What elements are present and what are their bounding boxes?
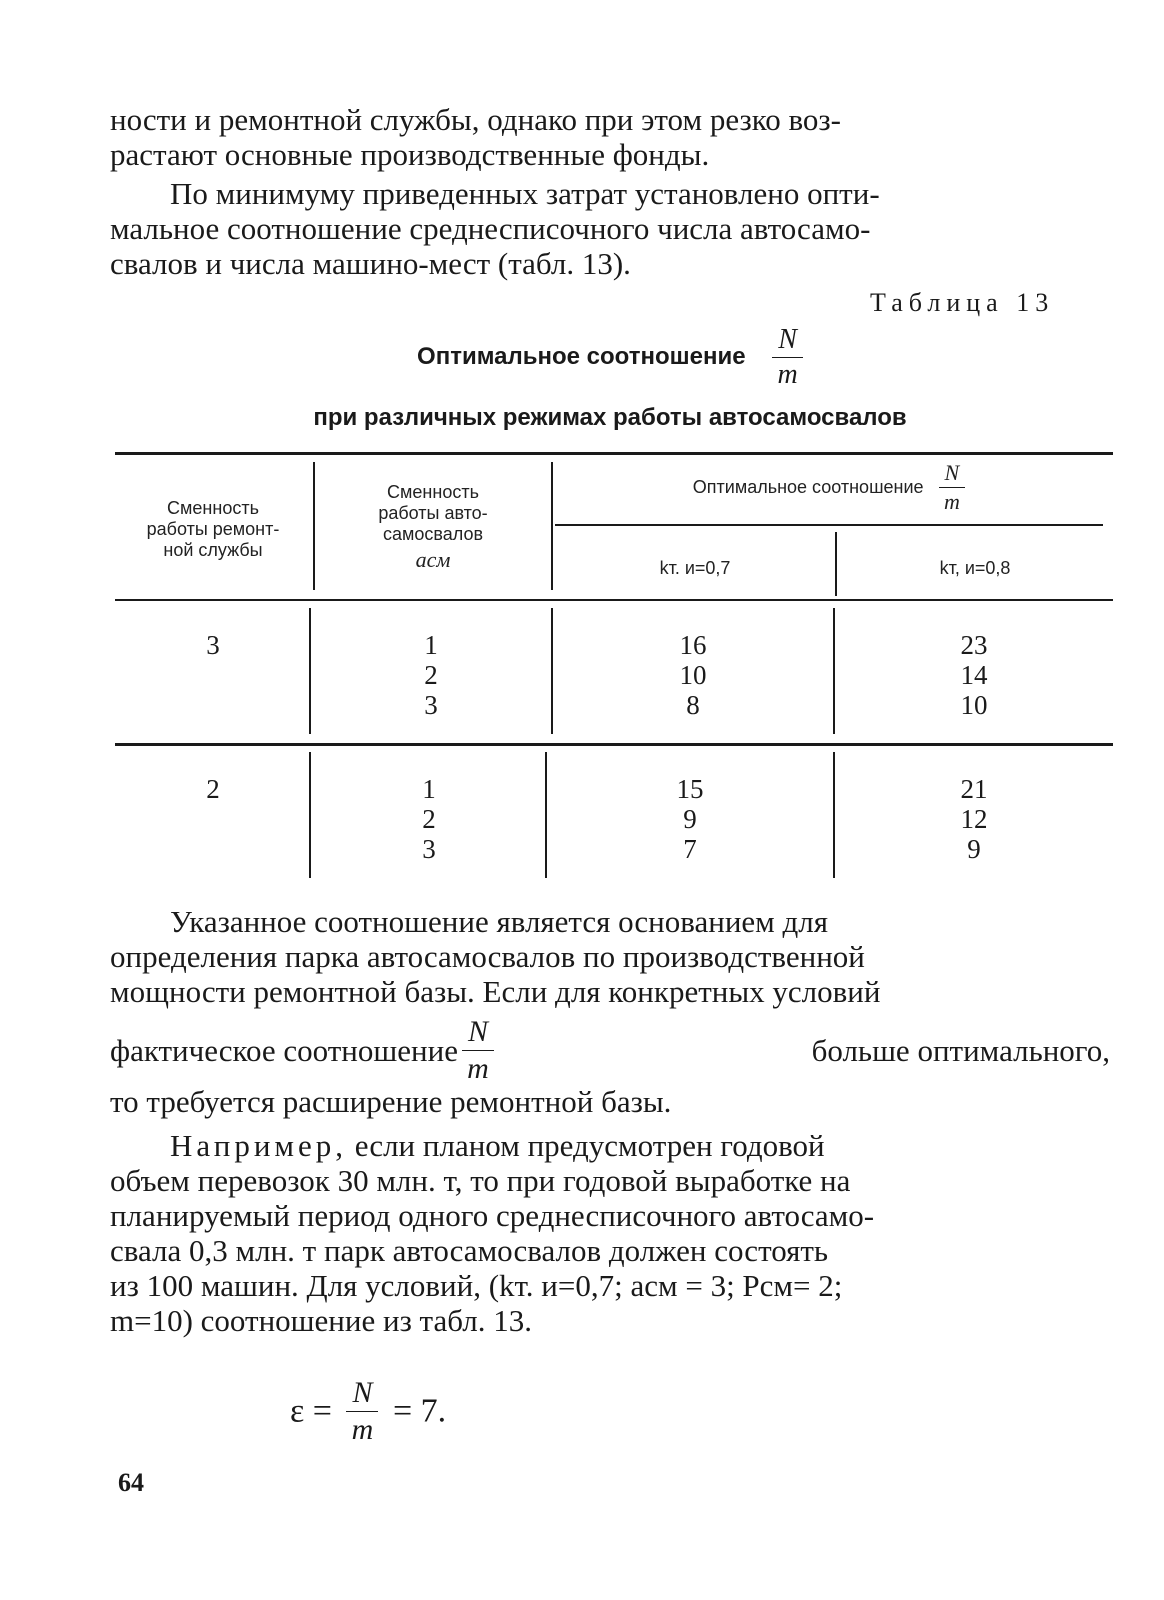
header-col1-line-3: ной службы: [163, 540, 263, 560]
ratio-table: [115, 452, 1113, 880]
inline-fraction-numerator: N: [462, 1017, 494, 1051]
table-cell: 12: [960, 804, 988, 834]
header-col2-symbol: aсм: [415, 547, 451, 572]
table-cell: 14: [960, 660, 988, 690]
formula-lhs: ε =: [290, 1392, 332, 1430]
header-col2-line-3: самосвалов: [382, 524, 484, 544]
repair-shifts-value-2: 2: [206, 774, 220, 804]
header-optimal-ratio: [555, 462, 1103, 513]
paragraph-4-line-5: из 100 машин. Для условий, (kт. и=0,7; aсм = 3; Pсм= 2;: [110, 1268, 843, 1303]
formula-fraction: [346, 1378, 378, 1445]
paragraph-3-line-2: определения парка автосамосвалов по производственной: [110, 939, 865, 974]
group-separator-rule: [115, 743, 1113, 746]
paragraph-2-line-1: По минимуму приведенных затрат установлено опти-: [170, 176, 880, 211]
table-number: Таблица 13: [870, 288, 1055, 317]
paragraph-3-line-1: Указанное соотношение является основанием для: [170, 904, 829, 939]
k07-group-2: [547, 774, 833, 864]
paragraph-4-line-4: свала 0,3 млн. т парк автосамосвалов должен состоять: [110, 1233, 829, 1268]
header-col1-line-2: работы ремонт-: [146, 519, 280, 539]
header-k-07: kт. и=0,7: [659, 558, 731, 578]
paragraph-1-line-1: ности и ремонтной службы, однако при этом резко воз-: [110, 102, 841, 137]
table-title-line-2: при различных режимах работы автосамосвалов: [313, 404, 907, 431]
paragraph-3-line-4-start: фактическое соотношение: [110, 1033, 458, 1068]
header-vrule-2: [551, 462, 553, 590]
paragraph-4-line-2: объем перевозок 30 млн. т, то при годовой выработке на: [110, 1163, 851, 1198]
repair-shifts-value-1: 3: [206, 630, 220, 660]
header-fraction-numerator: N: [939, 462, 966, 488]
table-cell: 15: [676, 774, 704, 804]
table-cell: 2: [422, 804, 436, 834]
header-col1-line-1: Сменность: [167, 498, 259, 518]
table-title-text: Оптимальное соотношение: [417, 342, 746, 370]
header-col2-line-2: работы авто-: [378, 503, 488, 523]
header-col3-text: Оптимальное соотношение: [692, 477, 924, 497]
header-col2-line-1: Сменность: [387, 482, 479, 502]
emphasis-word: Например,: [170, 1128, 348, 1163]
table-cell: 1: [424, 630, 438, 660]
paragraph-1-line-2: растают основные производственные фонды.: [110, 137, 710, 172]
header-sub-rule: [555, 524, 1103, 526]
table-cell: 10: [960, 690, 988, 720]
paragraph-4-line-6: m=10) соотношение из табл. 13.: [110, 1303, 532, 1338]
k07-group-1: [553, 630, 833, 720]
truck-shifts-group-2: [311, 774, 547, 864]
inline-fraction-n-over-m: [462, 1017, 494, 1084]
formula-denominator: m: [351, 1413, 374, 1446]
table-cell: 16: [679, 630, 707, 660]
table-cell: 3: [424, 690, 438, 720]
paragraph-2-line-2: мальное соотношение среднесписочного числа автосамо-: [110, 211, 871, 246]
paragraph-4-line-3: планируемый период одного среднесписочного автосамо-: [110, 1198, 875, 1233]
table-cell: 10: [679, 660, 707, 690]
table-cell: 9: [967, 834, 981, 864]
formula-numerator: N: [346, 1378, 378, 1412]
formula-epsilon: [290, 1378, 446, 1445]
k08-group-1: [835, 630, 1113, 720]
header-fraction-icon: [939, 462, 966, 513]
paragraph-1: [110, 102, 1110, 172]
table-cell: 7: [683, 834, 697, 864]
paragraph-3-line-5: то требуется расширение ремонтной базы.: [110, 1084, 672, 1119]
header-k-08: kт, и=0,8: [939, 558, 1011, 578]
table-cell: 9: [683, 804, 697, 834]
table-cell: 3: [422, 834, 436, 864]
page-number: 64: [118, 1468, 144, 1497]
k08-group-2: [835, 774, 1113, 864]
paragraph-3: [110, 904, 1110, 1119]
paragraph-4-line-1: [110, 1128, 1110, 1163]
header-repair-shifts: [115, 498, 311, 561]
paragraph-2: [110, 176, 1110, 281]
inline-fraction-denominator: m: [467, 1052, 489, 1085]
table-cell: 21: [960, 774, 988, 804]
paragraph-2-line-3: свалов и числа машино-мест (табл. 13).: [110, 246, 631, 281]
table-cell: 2: [424, 660, 438, 690]
header-truck-shifts: [315, 482, 551, 570]
header-bottom-rule: [115, 599, 1113, 601]
table-cell: 23: [960, 630, 988, 660]
table-title-line-1: [110, 326, 1110, 389]
fraction-n-over-m: [772, 326, 803, 389]
table-cell: 1: [422, 774, 436, 804]
formula-rhs: = 7.: [392, 1392, 447, 1430]
paragraph-3-line-4: [110, 1017, 1110, 1084]
header-fraction-denominator: m: [943, 489, 960, 514]
paragraph-4-line-1-rest: если планом предусмотрен годовой: [347, 1128, 825, 1163]
fraction-numerator: N: [772, 326, 803, 358]
fraction-denominator: m: [777, 359, 798, 390]
table-top-rule: [115, 452, 1113, 455]
table-cell: 8: [686, 690, 700, 720]
paragraph-4: [110, 1128, 1110, 1338]
paragraph-3-line-4-end: больше оптимального,: [811, 1033, 1110, 1068]
truck-shifts-group-1: [311, 630, 551, 720]
paragraph-3-line-3: мощности ремонтной базы. Если для конкретных условий: [110, 974, 881, 1009]
